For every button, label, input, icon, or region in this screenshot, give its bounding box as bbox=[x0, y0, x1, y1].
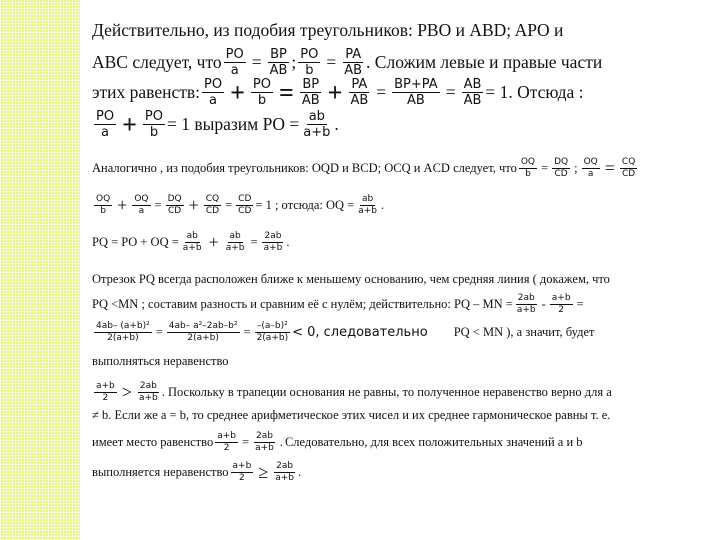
fraction-ab-apb: $\frac{ab}{a+b}$ bbox=[303, 109, 331, 140]
p3-line6 bbox=[92, 408, 610, 423]
p2-line1: Аналогично , из подобия треугольников: OQD и BCD; OCQ и ACD следует, что $\frac{OQ}{b}$ = $\frac{DQ}{CD}$ ; $\frac{OQ}{a}$ = $\frac{CQ}{CD}$ bbox=[92, 157, 636, 179]
p1-line2-text-c: . Сложим левые и правые части bbox=[366, 52, 603, 72]
p1-line3: этих равенств: $\frac{PO}{a}$ + $\frac{PO}{b}$ = $\frac{BP}{AB}$ + $\frac{PA}{AB}$ = $\frac{BP+PA}{AB}$ = $\frac{AB}{AB}$ = 1. Отсюда : bbox=[92, 77, 584, 108]
p3-line8-text-a: выполняется неравенство bbox=[92, 465, 229, 479]
p1-line4-text-a: = 1 выразим PO = bbox=[166, 114, 300, 134]
fraction-2ab-apb-p3: $\frac{2ab}{a+b}$ bbox=[516, 293, 536, 315]
fraction-oq-b: $\frac{OQ}{b}$ bbox=[520, 157, 536, 179]
fraction-2ab-apb: $\frac{2ab}{a+b}$ bbox=[263, 231, 283, 253]
p2-line1-text: Аналогично , из подобия треугольников: OQD и BCD; OCQ и ACD следует, что bbox=[92, 161, 517, 175]
p3-line6-text: ≠ b. Если же a = b, то среднее арифметическое этих чисел и их среднее гармоническое равны т. е. bbox=[92, 408, 611, 422]
p3-line4 bbox=[92, 354, 229, 369]
p3-line1-text: Отрезок PQ всегда расположен ближе к меньшему основанию, чем средняя линия ( докажем, что bbox=[92, 272, 610, 286]
fraction-2ab-apb-p3-4: $\frac{2ab}{a+b}$ bbox=[275, 461, 294, 483]
p3-line4-text: выполняться неравенство bbox=[92, 354, 229, 368]
p1-line2: ABC следует, что $\frac{PO}{a}$ = $\frac{BP}{AB}$ ; $\frac{PO}{b}$ = $\frac{PA}{AB}$ . Сложим левые и правые части bbox=[92, 47, 603, 78]
fraction-po-b: $\frac{PO}{b}$ bbox=[300, 47, 319, 78]
fraction-apb-2-p3-2: $\frac{a+b}{2}$ bbox=[96, 381, 115, 403]
fraction-big1: $\frac{\text{4ab– (a+b)²}}{2(a+b)}$ bbox=[96, 321, 150, 343]
fraction-bppa-ab: $\frac{BP+PA}{AB}$ bbox=[394, 77, 438, 108]
p2-line3: PQ = PO + OQ = $\frac{ab}{a+b}$ + $\frac{ab}{a+b}$ = $\frac{2ab}{a+b}$ . bbox=[92, 231, 290, 253]
p1-line4: $\frac{PO}{a}$ + $\frac{PO}{b}$ = 1 выразим PO = $\frac{ab}{a+b}$ . bbox=[96, 109, 339, 140]
p3-line2-text-a: PQ <MN ; составим разность и сравним её с нулём; действительно: PQ – MN = bbox=[92, 297, 513, 311]
p3-line3-text-b: PQ < MN ), а значит, будет bbox=[453, 325, 595, 339]
decorative-side-strip bbox=[0, 0, 80, 540]
fraction-2ab-apb-p3-3: $\frac{2ab}{a+b}$ bbox=[255, 431, 274, 453]
fraction-ab-ab: $\frac{AB}{AB}$ bbox=[463, 77, 482, 108]
fraction-big3: $\frac{\text{–(a–b)²}}{2(a+b)}$ bbox=[256, 321, 289, 343]
fraction-apb-2-p3-4: $\frac{a+b}{2}$ bbox=[232, 461, 252, 483]
fraction-cd-cd: $\frac{CD}{CD}$ bbox=[238, 194, 252, 216]
fraction-po-a-3: $\frac{PO}{a}$ bbox=[96, 109, 115, 140]
p1-line3-text-a: этих равенств: bbox=[92, 82, 200, 102]
p3-line1 bbox=[92, 272, 610, 287]
p3-line5: $\frac{a+b}{2}$ > $\frac{2ab}{a+b}$ . Поскольку в трапеции основания не равны, то полученное неравенство верно для a bbox=[96, 381, 612, 403]
fraction-oq-a-2: $\frac{OQ}{a}$ bbox=[134, 194, 149, 216]
fraction-dq-cd-2: $\frac{DQ}{CD}$ bbox=[167, 194, 182, 216]
p3-line3-text-a: < 0, следовательно bbox=[292, 325, 428, 340]
p3-line7: имеет место равенство $\frac{a+b}{2}$ = $\frac{2ab}{a+b}$ . Следовательно, для всех положительных значений a и b bbox=[92, 431, 583, 453]
fraction-ab-apb-p2: $\frac{ab}{a+b}$ bbox=[358, 194, 378, 216]
p2-line3-text-a: PQ = PO + OQ = bbox=[92, 235, 179, 249]
fraction-ab-apb-p2-3: $\frac{ab}{a+b}$ bbox=[225, 231, 245, 253]
p3-line8: выполняется неравенство $\frac{a+b}{2}$ ≥ $\frac{2ab}{a+b}$ . bbox=[92, 461, 302, 483]
p3-line2: PQ <MN ; составим разность и сравним её с нулём; действительно: PQ – MN = $\frac{2ab}{a+b}$ - $\frac{a+b}{2}$ = bbox=[92, 293, 584, 315]
p1-line1 bbox=[92, 20, 563, 41]
p1-line2-text-a: ABC следует, что bbox=[92, 52, 222, 72]
fraction-po-a: $\frac{PO}{a}$ bbox=[225, 47, 244, 78]
fraction-dq-cd: $\frac{DQ}{CD}$ bbox=[554, 157, 569, 179]
fraction-big2: $\frac{\text{4ab– a²–2ab–b²}}{2(a+b)}$ bbox=[168, 321, 238, 343]
fraction-apb-2-p3-3: $\frac{a+b}{2}$ bbox=[217, 431, 236, 453]
p3-line7-text-a: имеет место равенство bbox=[92, 435, 214, 449]
p2-line2-text-a: = 1 ; отсюда: OQ = bbox=[255, 198, 355, 212]
p3-line5-text-a: . Поскольку в трапеции основания не равны, то полученное неравенство верно для a bbox=[161, 385, 612, 399]
fraction-cq-cd: $\frac{CQ}{CD}$ bbox=[621, 157, 636, 179]
p1-line1-text: Действительно, из подобия треугольников: PBO и ABD; APO и bbox=[92, 20, 564, 40]
fraction-po-b-2: $\frac{PO}{b}$ bbox=[252, 77, 271, 108]
p2-line2: $\frac{OQ}{b}$ + $\frac{OQ}{a}$ = $\frac{DQ}{CD}$ + $\frac{CQ}{CD}$ = $\frac{CD}{CD}$ = 1 ; отсюда: OQ = $\frac{ab}{a+b}$ . bbox=[96, 194, 385, 216]
fraction-bp-ab-2: $\frac{BP}{AB}$ bbox=[301, 77, 320, 108]
p3-line7-text-b: Следовательно, для всех положительных значений a и b bbox=[284, 435, 583, 449]
fraction-bp-ab: $\frac{BP}{AB}$ bbox=[269, 47, 288, 78]
p3-line3: $\frac{\text{4ab– (a+b)²}}{2(a+b)}$ = $\frac{\text{4ab– a²–2ab–b²}}{2(a+b)}$ = $\frac{\text{–(a–b)²}}{2(a+b)}$ < 0, следовательно PQ < MN ), а значит, будет bbox=[96, 321, 595, 343]
fraction-apb-2-p3: $\frac{a+b}{2}$ bbox=[551, 293, 571, 315]
fraction-oq-b-2: $\frac{OQ}{b}$ bbox=[96, 194, 111, 216]
fraction-po-b-3: $\frac{PO}{b}$ bbox=[144, 109, 163, 140]
slide-content bbox=[88, 0, 720, 540]
fraction-pa-ab-2: $\frac{PA}{AB}$ bbox=[350, 77, 369, 108]
fraction-cq-cd-2: $\frac{CQ}{CD}$ bbox=[205, 194, 220, 216]
fraction-2ab-apb-p3-2: $\frac{2ab}{a+b}$ bbox=[138, 381, 158, 403]
fraction-oq-a: $\frac{OQ}{a}$ bbox=[583, 157, 598, 179]
fraction-ab-apb-p2-2: $\frac{ab}{a+b}$ bbox=[182, 231, 202, 253]
fraction-po-a-2: $\frac{PO}{a}$ bbox=[204, 77, 223, 108]
p1-line3-text-b: = 1. Отсюда : bbox=[485, 82, 584, 102]
fraction-pa-ab: $\frac{PA}{AB}$ bbox=[344, 47, 363, 78]
